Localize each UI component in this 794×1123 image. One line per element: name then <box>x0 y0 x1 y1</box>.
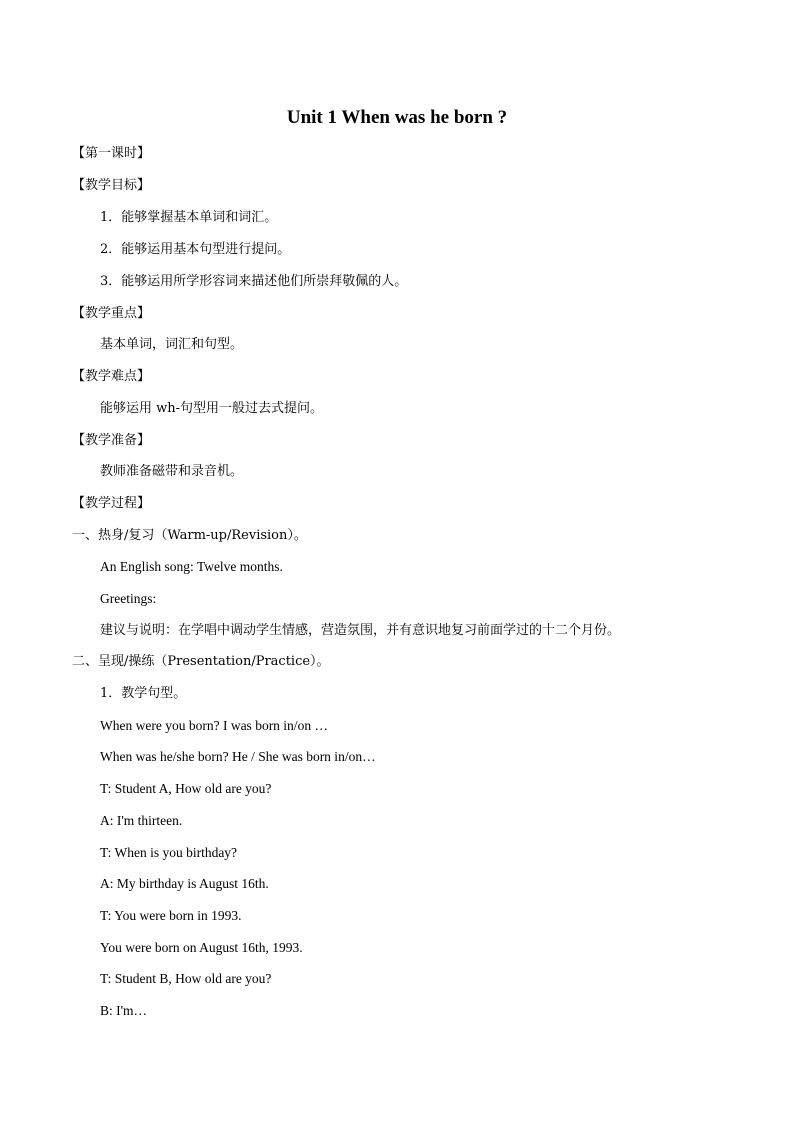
section-heading-objectives: 【教学目标】 <box>72 178 151 193</box>
dialogue-line: When was he/she born? He / She was born in/on… <box>100 749 376 764</box>
preparation-text: 教师准备磁带和录音机。 <box>100 464 244 479</box>
objective-item: 3．能够运用所学形容词来描述他们所崇拜敬佩的人。 <box>100 274 408 289</box>
objective-item: 2．能够运用基本句型进行提问。 <box>100 242 291 257</box>
key-points-text: 基本单词，词汇和句型。 <box>100 337 244 352</box>
difficulties-text: 能够运用 wh-句型用一般过去式提问。 <box>100 401 324 416</box>
section-heading-preparation: 【教学准备】 <box>72 433 151 448</box>
section-heading-lesson: 【第一课时】 <box>72 146 151 161</box>
objective-item: 1．能够掌握基本单词和词汇。 <box>100 210 278 225</box>
section-heading-process: 【教学过程】 <box>72 496 151 511</box>
document-title: Unit 1 When was he born ? <box>286 107 508 128</box>
sentence-pattern-heading: 1．教学句型。 <box>100 686 187 701</box>
dialogue-line: B: I'm… <box>100 1003 148 1018</box>
greetings-line: Greetings: <box>100 591 157 606</box>
section-heading-key-points: 【教学重点】 <box>72 306 151 321</box>
dialogue-line: T: You were born in 1993. <box>100 908 242 923</box>
song-line: An English song: Twelve months. <box>100 559 283 574</box>
dialogue-line: T: Student A, How old are you? <box>100 781 272 796</box>
section-heading-difficulties: 【教学难点】 <box>72 369 151 384</box>
process-step-warmup: 一、热身/复习（Warm-up/Revision）。 <box>72 528 307 543</box>
dialogue-line: When were you born? I was born in/on … <box>100 718 328 733</box>
dialogue-line: T: Student B, How old are you? <box>100 971 272 986</box>
dialogue-line: A: I'm thirteen. <box>100 813 183 828</box>
dialogue-line: A: My birthday is August 16th. <box>100 876 269 891</box>
dialogue-line: You were born on August 16th, 1993. <box>100 940 303 955</box>
suggestion-text: 建议与说明：在学唱中调动学生情感，营造氛围，并有意识地复习前面学过的十二个月份。 <box>100 623 621 638</box>
process-step-presentation: 二、呈现/操练（Presentation/Practice）。 <box>72 654 330 669</box>
dialogue-line: T: When is you birthday? <box>100 845 238 860</box>
